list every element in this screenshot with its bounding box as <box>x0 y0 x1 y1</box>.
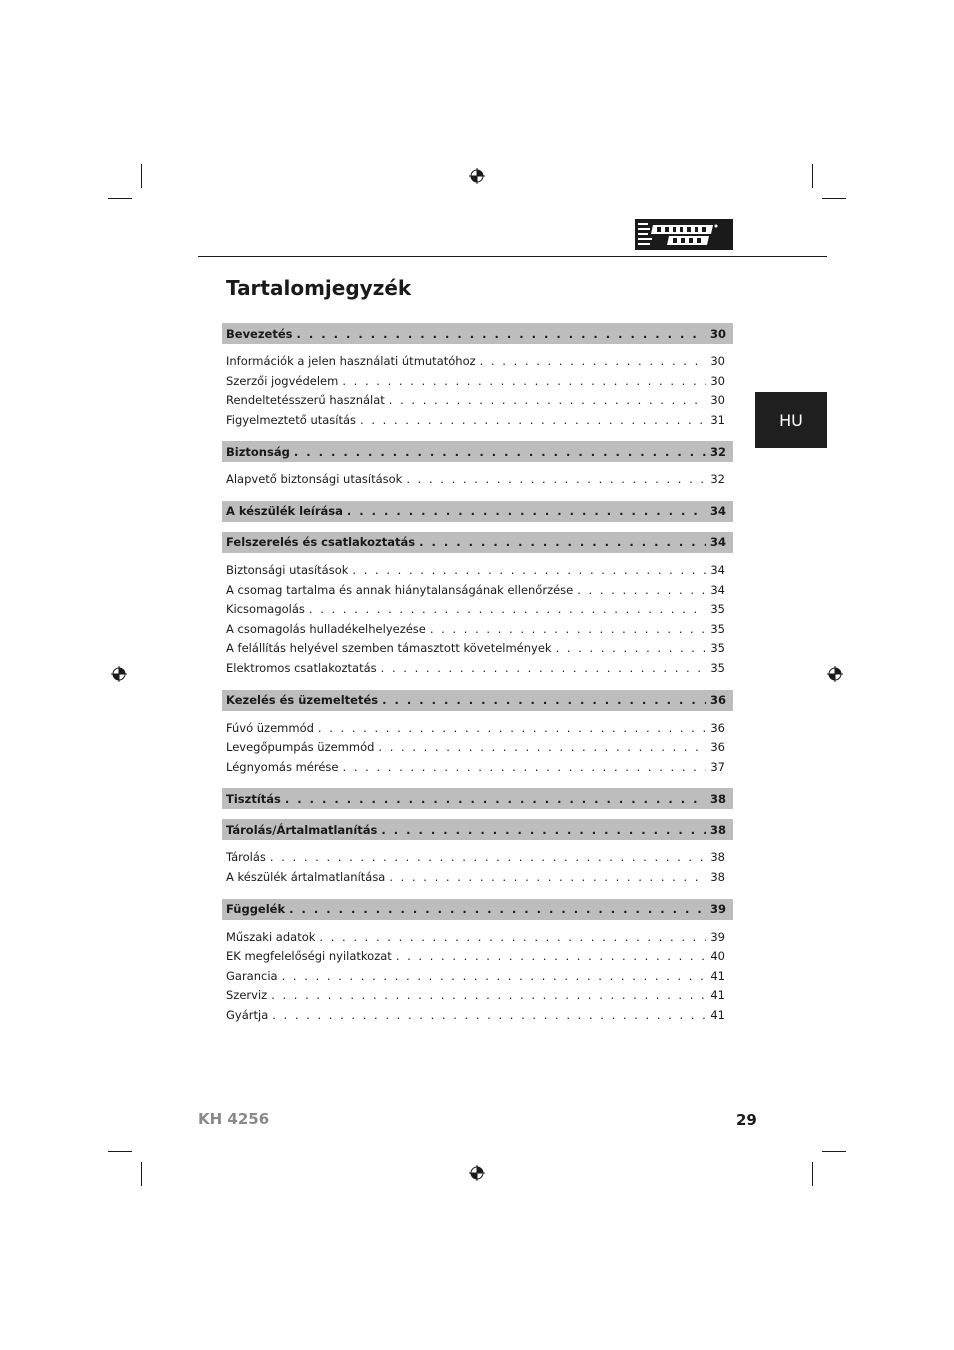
toc-section-heading[interactable]: A készülék leírása . . . 34 <box>222 501 733 522</box>
toc-section <box>222 323 733 432</box>
toc-entry[interactable]: Rendeltetésszerű használat . . . 30 <box>222 393 733 413</box>
toc-entry[interactable]: EK megfelelőségi nyilatkozat . . . 40 <box>222 949 733 969</box>
toc-section <box>222 788 733 809</box>
toc-section-heading[interactable]: Biztonság . . . 32 <box>222 441 733 462</box>
registration-mark-icon <box>111 666 127 682</box>
toc-section-heading[interactable]: Tárolás/Ártalmatlanítás . . . 38 <box>222 819 733 840</box>
toc-section-heading[interactable]: Bevezetés . . . 30 <box>222 323 733 344</box>
toc-entry[interactable]: Fúvó üzemmód . . . 36 <box>222 721 733 741</box>
toc-entry[interactable]: Információk a jelen használati útmutatóhoz . . . 30 <box>222 354 733 374</box>
toc-section <box>222 899 733 1028</box>
ultimate-speed-logo <box>635 219 733 250</box>
registration-mark-icon <box>827 666 843 682</box>
crop-mark <box>812 1162 813 1186</box>
registration-mark-icon <box>469 168 485 184</box>
toc-section <box>222 690 733 780</box>
toc-entry[interactable]: A felállítás helyével szemben támasztott követelmények . . . 35 <box>222 641 733 661</box>
toc-entry[interactable]: Tárolás . . . 38 <box>222 850 733 870</box>
crop-mark <box>141 164 142 188</box>
toc-entry[interactable]: A készülék ártalmatlanítása . . . 38 <box>222 870 733 890</box>
registration-mark-icon <box>469 1165 485 1181</box>
crop-mark <box>822 198 846 199</box>
footer-model-number: KH 4256 <box>198 1110 270 1128</box>
toc-section-heading[interactable]: Kezelés és üzemeltetés . . . 36 <box>222 690 733 711</box>
toc-entry[interactable]: Alapvető biztonsági utasítások . . . 32 <box>222 472 733 492</box>
crop-mark <box>822 1151 846 1152</box>
toc-section <box>222 501 733 522</box>
toc-entry[interactable]: Figyelmeztető utasítás . . . 31 <box>222 413 733 433</box>
toc-entry[interactable]: Elektromos csatlakoztatás . . . 35 <box>222 661 733 681</box>
toc-entry[interactable]: A csomag tartalma és annak hiánytalanságának ellenőrzése . . . 34 <box>222 583 733 603</box>
toc-section-heading[interactable]: Függelék . . . 39 <box>222 899 733 920</box>
toc-entry[interactable]: Szerzői jogvédelem . . . 30 <box>222 374 733 394</box>
footer-page-number: 29 <box>736 1111 757 1129</box>
toc-entry[interactable]: Garancia . . . 41 <box>222 969 733 989</box>
crop-mark <box>141 1162 142 1186</box>
page-title: Tartalomjegyzék <box>226 276 412 300</box>
toc-entry[interactable]: Levegőpumpás üzemmód . . . 36 <box>222 740 733 760</box>
crop-mark <box>108 1151 132 1152</box>
toc-section-heading[interactable]: Felszerelés és csatlakoztatás . . . 34 <box>222 532 733 553</box>
toc-entry[interactable]: Kicsomagolás . . . 35 <box>222 602 733 622</box>
toc-entry[interactable]: A csomagolás hulladékelhelyezése . . . 35 <box>222 622 733 642</box>
toc-entry[interactable]: Műszaki adatok . . . 39 <box>222 930 733 950</box>
language-tab <box>755 392 827 448</box>
toc-section <box>222 532 733 681</box>
toc-section <box>222 819 733 889</box>
toc-entry[interactable]: Szerviz . . . 41 <box>222 988 733 1008</box>
crop-mark <box>812 164 813 188</box>
crop-mark <box>108 198 132 199</box>
toc-entry[interactable]: Légnyomás mérése . . . 37 <box>222 760 733 780</box>
toc-section-heading[interactable]: Tisztítás . . . 38 <box>222 788 733 809</box>
table-of-contents <box>222 323 733 1036</box>
toc-entry[interactable]: Biztonsági utasítások . . . 34 <box>222 563 733 583</box>
language-tab-label: HU <box>779 410 803 430</box>
toc-entry[interactable]: Gyártja . . . 41 <box>222 1008 733 1028</box>
header-rule <box>198 256 827 257</box>
toc-section <box>222 441 733 492</box>
